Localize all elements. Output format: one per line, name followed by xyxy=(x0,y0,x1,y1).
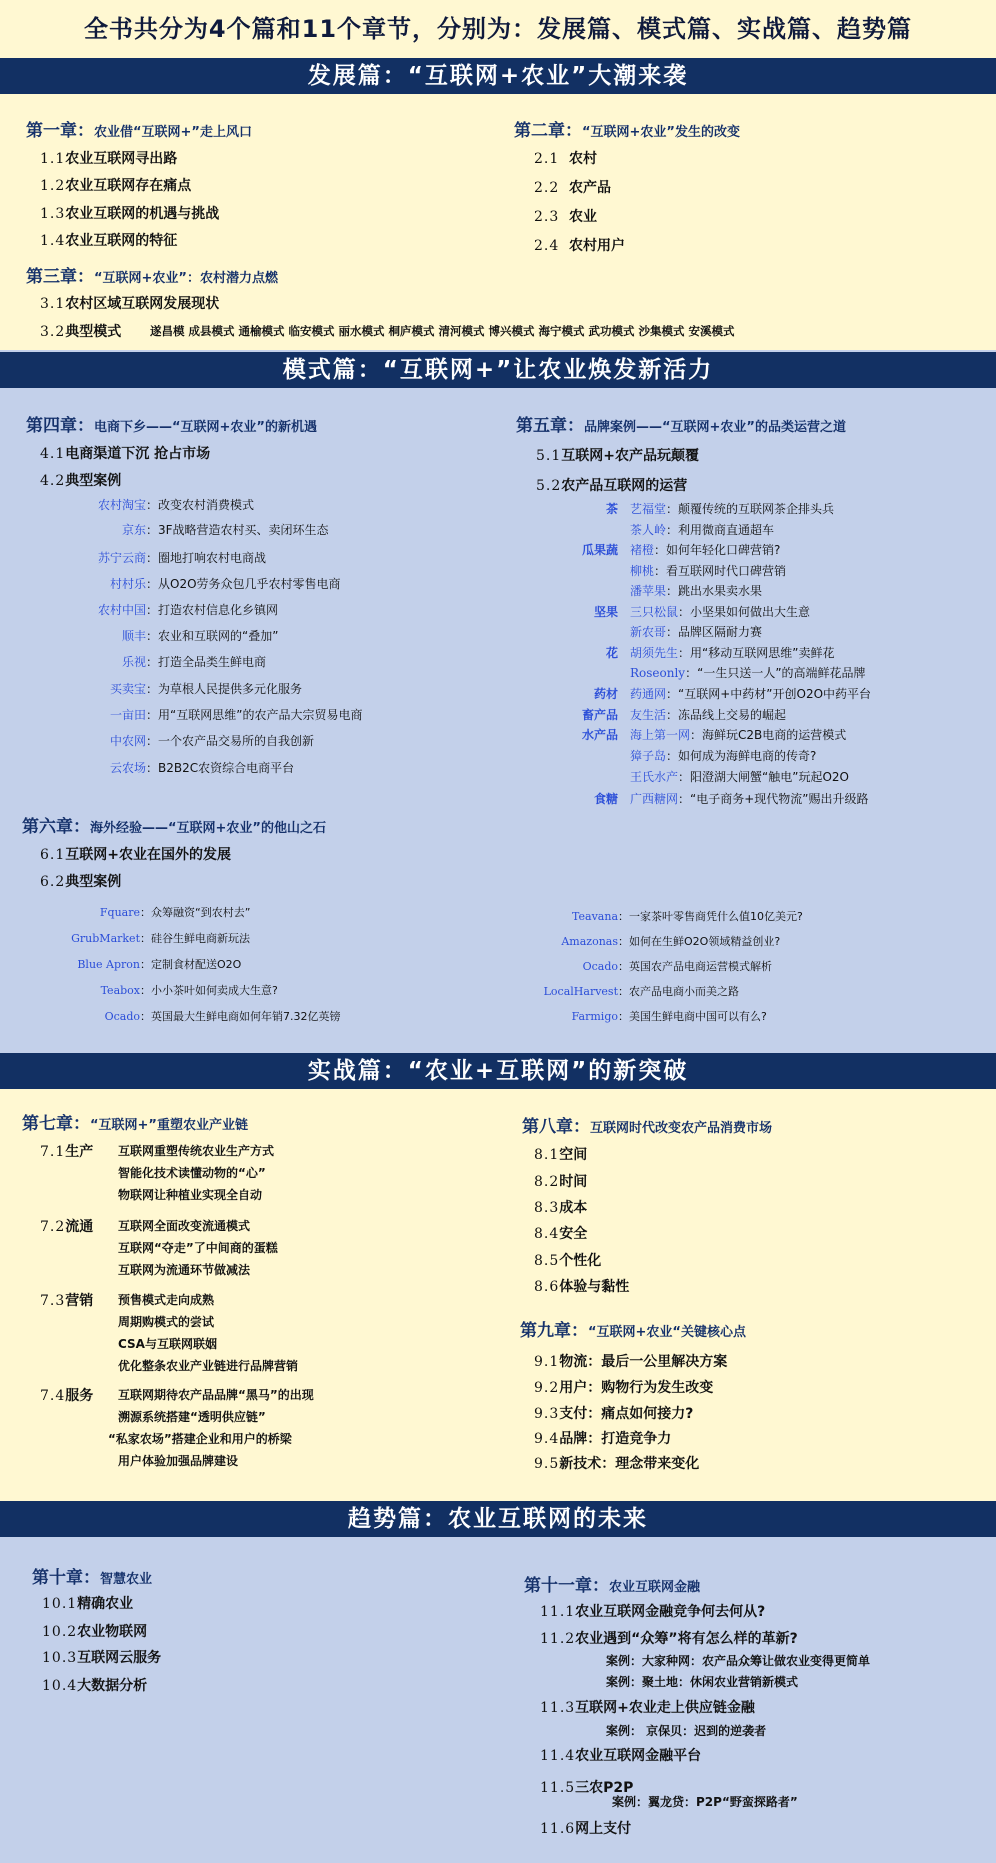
chapter-4-subtitle: 电商下乡——“互联网+农业”的新机遇 xyxy=(94,420,317,435)
chapter-5-title: 第五章： xyxy=(516,416,584,436)
finance-case-text: 案例：聚土地：休闲农业营销新模式 xyxy=(606,1675,799,1689)
chain-line-text: 优化整条农业产业链进行品牌营销 xyxy=(118,1359,299,1373)
chapter-2-title: 第二章： xyxy=(514,121,582,141)
item-text: 支付：痛点如何接力? xyxy=(559,1406,694,1422)
chapter-10-heading xyxy=(32,1563,152,1588)
item-number: 9.2 xyxy=(534,1380,560,1396)
case-desc: 如何年轻化口碑营销? xyxy=(666,543,781,557)
item-text: 农业互联网金融竞争何去何从? xyxy=(575,1604,766,1620)
case-row: 农村淘宝：改变农村消费模式 xyxy=(0,496,254,513)
case-label: Ocado xyxy=(104,1010,140,1023)
overseas-case-right: Teavana：一家茶叶零售商凭什么值10亿美元? xyxy=(0,908,803,924)
finance-case-text: 案例：翼龙贷：P2P“野蛮探路者” xyxy=(612,1795,798,1809)
case-label: 潘苹果 xyxy=(630,584,667,598)
case-label: Roseonly xyxy=(630,666,686,680)
item-text: 品牌：打造竞争力 xyxy=(559,1431,672,1447)
case-row: 云农场：B2B2C农资综合电商平台 xyxy=(0,759,294,776)
item-5-1: 5.1互联网+农产品玩颠覆 xyxy=(536,448,699,464)
stage-name: 服务 xyxy=(65,1388,94,1404)
chapter-2-subtitle: “互联网+农业”发生的改变 xyxy=(582,125,740,140)
category-label: 坚果 xyxy=(593,605,618,619)
chapter-11-heading xyxy=(524,1571,700,1596)
case-label: 乐视 xyxy=(121,655,146,669)
part-mode-bar: 模式篇：“互联网+”让农业焕发新活力 xyxy=(0,352,996,388)
part-practice-bar: 实战篇：“农业+互联网”的新突破 xyxy=(0,1053,996,1089)
item-text: 新技术：理念带来变化 xyxy=(559,1456,700,1472)
finance-case xyxy=(606,1673,798,1690)
item-number: 9.1 xyxy=(534,1354,560,1370)
case-row: 畜产品 友生活：冻品线上交易的崛起 xyxy=(0,706,786,723)
chain-line-text: 互联网为流通环节做减法 xyxy=(118,1263,251,1277)
category-label: 畜产品 xyxy=(581,708,618,722)
category-label: 茶 xyxy=(605,502,618,516)
chapter-6-heading xyxy=(22,812,326,837)
case-desc: 用“互联网思维”的农产品大宗贸易电商 xyxy=(158,708,363,722)
overseas-case-left: Teabox：小小茶叶如何卖成大生意? xyxy=(0,982,278,998)
chapter-1-title: 第一章： xyxy=(26,121,94,141)
item-number: 9.5 xyxy=(534,1456,560,1472)
chain-line-text: 物联网让种植业实现全自动 xyxy=(118,1188,263,1202)
chapter-5-subtitle: 品牌案例——“互联网+农业”的品类运营之道 xyxy=(584,420,846,435)
case-desc: 小坚果如何做出大生意 xyxy=(690,605,811,619)
case-desc: 众筹融资“到农村去” xyxy=(151,906,251,919)
case-label: Teabox xyxy=(100,984,140,997)
chapter-8-heading xyxy=(522,1112,772,1137)
item-text: 时间 xyxy=(559,1174,588,1190)
item-2-2: 2.2 农产品 xyxy=(534,180,612,196)
case-desc: 3F战略营造农村买、卖闭环生态 xyxy=(158,523,329,537)
chain-line xyxy=(108,1430,292,1447)
case-label: 买卖宝 xyxy=(109,682,146,696)
category-label: 花 xyxy=(605,646,618,660)
chapter-6-title: 第六章： xyxy=(22,817,90,837)
case-row: 花 胡须先生：用“移动互联网思维”卖鲜花 xyxy=(0,644,834,661)
case-row: Roseonly：“一生只送一人”的高端鲜花品牌 xyxy=(630,666,866,680)
case-desc: 小小茶叶如何卖成大生意? xyxy=(151,984,278,997)
item-text: 成本 xyxy=(559,1200,588,1216)
chain-line xyxy=(118,1452,238,1469)
case-label: 云农场 xyxy=(109,761,146,775)
case-desc: 改变农村消费模式 xyxy=(158,498,255,512)
case-label: 三只松鼠 xyxy=(630,605,679,619)
case-row: 茶 艺福堂：颠覆传统的互联网茶企排头兵 xyxy=(0,500,834,517)
case-label: Farmigo xyxy=(571,1010,618,1023)
overseas-case-right: Ocado：英国农产品电商运营模式解析 xyxy=(0,958,772,974)
case-desc: 看互联网时代口碑营销 xyxy=(666,564,787,578)
case-desc: 打造全品类生鲜电商 xyxy=(158,655,267,669)
case-row: 柳桃：看互联网时代口碑营销 xyxy=(630,564,787,578)
chain-stage xyxy=(40,1141,93,1161)
case-desc: 圈地打响农村电商战 xyxy=(158,551,267,565)
case-row: 顺丰：农业和互联网的“叠加” xyxy=(0,627,278,644)
smart-agri-item xyxy=(42,1621,147,1641)
chain-line xyxy=(118,1261,250,1278)
category-label: 药材 xyxy=(593,687,618,701)
case-label: LocalHarvest xyxy=(543,985,618,998)
item-text: 三农P2P xyxy=(575,1780,634,1796)
chapter-5-heading xyxy=(516,411,846,436)
item-text: 个性化 xyxy=(559,1253,602,1269)
item-text: 大数据分析 xyxy=(77,1678,148,1694)
overseas-case-left: Fquare：众筹融资“到农村去” xyxy=(0,904,250,920)
case-desc: 农业和互联网的“叠加” xyxy=(158,629,279,643)
case-label: 茶人岭 xyxy=(630,523,667,537)
item-2-3: 2.3 农业 xyxy=(534,209,598,225)
finance-item xyxy=(540,1601,765,1621)
typical-modes-list: 遂昌模 成县模式 通榆模式 临安模式 丽水模式 桐庐模式 清河模式 博兴模式 海宁模式 武功模式 沙集模式 安溪模式 xyxy=(150,324,735,338)
case-row: 茶人岭：利用微商直通超车 xyxy=(630,523,775,537)
case-desc: “一生只送一人”的高端鲜花品牌 xyxy=(697,666,866,680)
finance-case-text: 案例： 京保贝：迟到的逆袭者 xyxy=(606,1724,767,1738)
item-text: 安全 xyxy=(559,1226,588,1242)
case-desc: 颠覆传统的互联网茶企排头兵 xyxy=(678,502,835,516)
chapter-6-subtitle: 海外经验——“互联网+农业”的他山之石 xyxy=(90,821,326,836)
stage-number: 7.4 xyxy=(40,1388,66,1404)
case-row: 农村中国：打造农村信息化乡镇网 xyxy=(0,601,278,618)
item-text: 互联网云服务 xyxy=(77,1650,162,1666)
chain-line-text: 智能化技术读懂动物的“心” xyxy=(118,1166,266,1180)
chain-line-text: CSA与互联网联姻 xyxy=(118,1337,217,1351)
chapter-9-subtitle: “互联网+农业“关键核心点 xyxy=(588,1325,746,1340)
stage-number: 7.2 xyxy=(40,1219,66,1235)
item-1-3: 1.3农业互联网的机遇与挑战 xyxy=(40,206,220,222)
chapter-1-subtitle: 农业借“互联网+”走上风口 xyxy=(94,125,252,140)
item-2-1: 2.1 农村 xyxy=(534,151,598,167)
case-desc: 定制食材配送O2O xyxy=(151,958,242,971)
item-number: 8.5 xyxy=(534,1253,560,1269)
finance-item xyxy=(540,1818,631,1838)
finance-case xyxy=(606,1722,766,1739)
case-desc: 硅谷生鲜电商新玩法 xyxy=(151,932,250,945)
item-4-2: 4.2典型案例 xyxy=(40,473,122,489)
item-text: 农业物联网 xyxy=(77,1624,148,1640)
chain-line xyxy=(118,1357,298,1374)
case-desc: 美国生鲜电商中国可以有么? xyxy=(629,1010,767,1023)
finance-item xyxy=(540,1697,755,1717)
case-row: 中农网：一个农产品交易所的自我创新 xyxy=(0,732,314,749)
item-number: 10.2 xyxy=(42,1624,78,1640)
case-desc: 农产品电商小而美之路 xyxy=(629,985,739,998)
overseas-case-right: Farmigo：美国生鲜电商中国可以有么? xyxy=(0,1008,767,1024)
chapter-3-subtitle: “互联网+农业”：农村潜力点燃 xyxy=(94,271,278,286)
chain-line xyxy=(118,1291,214,1308)
case-row: 买卖宝：为草根人民提供多元化服务 xyxy=(0,680,302,697)
item-number: 9.3 xyxy=(534,1406,560,1422)
item-4-1: 4.1电商渠道下沉 抢占市场 xyxy=(40,446,211,462)
case-desc: 海鲜玩C2B电商的运营模式 xyxy=(702,728,847,742)
chapter-1-heading xyxy=(26,116,252,141)
chain-line xyxy=(118,1217,250,1234)
chain-line-text: 周期购模式的尝试 xyxy=(118,1315,215,1329)
market-item xyxy=(534,1276,629,1296)
case-label: 苏宁云商 xyxy=(97,551,146,565)
chain-line-text: 互联网重塑传统农业生产方式 xyxy=(118,1144,275,1158)
case-desc: 为草根人民提供多元化服务 xyxy=(158,682,303,696)
case-desc: 如何在生鲜O2O领域精益创业? xyxy=(629,935,781,948)
case-row: 坚果 三只松鼠：小坚果如何做出大生意 xyxy=(0,603,810,620)
item-6-2: 6.2典型案例 xyxy=(40,874,122,890)
keypoint-item xyxy=(534,1453,699,1473)
finance-case-text: 案例：大家种网：农产品众筹让做农业变得更简单 xyxy=(606,1654,871,1668)
chain-line xyxy=(118,1408,266,1425)
chapter-10-title: 第十章： xyxy=(32,1568,100,1588)
item-number: 8.1 xyxy=(534,1147,560,1163)
smart-agri-item xyxy=(42,1593,133,1613)
chain-line xyxy=(118,1313,214,1330)
chain-line-text: “私家农场”搭建企业和用户的桥梁 xyxy=(108,1432,292,1446)
keypoint-item xyxy=(534,1351,727,1371)
chapter-9-heading xyxy=(520,1316,746,1341)
stage-name: 流通 xyxy=(65,1219,94,1235)
case-desc: B2B2C农资综合电商平台 xyxy=(158,761,295,775)
case-row: 瓜果蔬 褚橙：如何年轻化口碑营销? xyxy=(0,541,780,558)
item-1-4: 1.4农业互联网的特征 xyxy=(40,233,178,249)
case-row: 药材 药通网：“互联网+中药材”开创O2O中药平台 xyxy=(0,685,871,702)
case-desc: 利用微商直通超车 xyxy=(678,523,775,537)
item-text: 农业互联网金融平台 xyxy=(575,1748,702,1764)
case-label: 中农网 xyxy=(109,734,146,748)
market-item xyxy=(534,1144,587,1164)
market-item xyxy=(534,1197,587,1217)
case-label: 药通网 xyxy=(630,687,667,701)
item-number: 11.3 xyxy=(540,1700,576,1716)
chapter-7-heading xyxy=(22,1109,248,1134)
chapter-4-heading xyxy=(26,411,317,436)
item-3-1: 3.1农村区域互联网发展现状 xyxy=(40,296,220,312)
case-label: 艺福堂 xyxy=(630,502,667,516)
smart-agri-item xyxy=(42,1647,161,1667)
stage-number: 7.1 xyxy=(40,1144,66,1160)
overseas-case-left: Ocado：英国最大生鲜电商如何年销7.32亿英镑 xyxy=(0,1008,341,1024)
item-3-2: 3.2典型模式 xyxy=(40,324,122,340)
overseas-case-left: Blue Apron：定制食材配送O2O xyxy=(0,956,241,972)
chain-line-text: 用户体验加强品牌建设 xyxy=(118,1454,239,1468)
item-number: 8.3 xyxy=(534,1200,560,1216)
item-number: 11.6 xyxy=(540,1821,576,1837)
chapter-3-heading xyxy=(26,262,278,287)
case-label: 新农哥 xyxy=(630,625,667,639)
item-text: 农业遇到“众筹”将有怎么样的革新? xyxy=(575,1631,798,1647)
chain-line-text: 互联网期待农产品品牌“黑马”的出现 xyxy=(118,1388,314,1402)
case-row: 一亩田：用“互联网思维”的农产品大宗贸易电商 xyxy=(0,706,362,723)
overseas-case-right: Amazonas：如何在生鲜O2O领域精益创业? xyxy=(0,933,780,949)
chapter-8-subtitle: 互联网时代改变农产品消费市场 xyxy=(590,1121,773,1136)
item-number: 9.4 xyxy=(534,1431,560,1447)
item-number: 11.5 xyxy=(540,1780,576,1796)
case-label: 柳桃 xyxy=(630,564,655,578)
chain-line-text: 互联网全面改变流通模式 xyxy=(118,1219,251,1233)
case-desc: 英国农产品电商运营模式解析 xyxy=(629,960,772,973)
overseas-case-left: GrubMarket：硅谷生鲜电商新玩法 xyxy=(0,930,250,946)
market-item xyxy=(534,1250,601,1270)
case-row: 乐视：打造全品类生鲜电商 xyxy=(0,653,266,670)
blue-band-2 xyxy=(0,1501,996,1863)
chain-line-text: 预售模式走向成熟 xyxy=(118,1293,215,1307)
item-number: 8.6 xyxy=(534,1279,560,1295)
case-row: 獐子岛：如何成为海鲜电商的传奇? xyxy=(630,749,817,763)
case-desc: 冻品线上交易的崛起 xyxy=(678,708,787,722)
case-label: GrubMarket xyxy=(71,932,140,945)
case-desc: 如何成为海鲜电商的传奇? xyxy=(678,749,817,763)
case-label: 农村淘宝 xyxy=(97,498,146,512)
category-label: 食糖 xyxy=(593,792,618,806)
chain-line xyxy=(118,1142,274,1159)
page-header: 全书共分为4个篇和11个章节，分别为：发展篇、模式篇、实战篇、趋势篇 xyxy=(83,15,913,43)
case-label: 褚橙 xyxy=(630,543,655,557)
case-row: 新农哥：品牌区隔耐力赛 xyxy=(630,625,763,639)
chain-line xyxy=(118,1186,262,1203)
item-text: 网上支付 xyxy=(575,1821,632,1837)
case-row: 京东：3F战略营造农村买、卖闭环生态 xyxy=(0,521,329,538)
item-number: 11.1 xyxy=(540,1604,576,1620)
chain-line-text: 溯源系统搭建“透明供应链” xyxy=(118,1410,266,1424)
item-text: 空间 xyxy=(559,1147,588,1163)
case-label: 一亩田 xyxy=(109,708,146,722)
case-row: 苏宁云商：圈地打响农村电商战 xyxy=(0,549,266,566)
smart-agri-item xyxy=(42,1675,147,1695)
case-label: 京东 xyxy=(121,523,146,537)
chain-line xyxy=(118,1386,314,1403)
chain-stage xyxy=(40,1216,93,1236)
case-desc: 阳澄湖大闸蟹“触电”玩起O2O xyxy=(690,770,849,784)
case-desc: 从O2O劳务众包几乎农村零售电商 xyxy=(158,577,341,591)
overseas-case-right: LocalHarvest：农产品电商小而美之路 xyxy=(0,983,739,999)
case-row: 食糖 广西糖网：“电子商务+现代物流”赐出升级路 xyxy=(0,790,869,807)
case-label: 友生活 xyxy=(630,708,667,722)
market-item xyxy=(534,1223,587,1243)
stage-name: 营销 xyxy=(65,1293,94,1309)
category-label: 瓜果蔬 xyxy=(581,543,618,557)
case-label: 獐子岛 xyxy=(630,749,667,763)
keypoint-item xyxy=(534,1403,693,1423)
chapter-8-title: 第八章： xyxy=(522,1117,590,1137)
item-text: 用户：购物行为发生改变 xyxy=(559,1380,714,1396)
case-label: 王氏水产 xyxy=(630,770,679,784)
item-number: 8.2 xyxy=(534,1174,560,1190)
case-label: 海上第一网 xyxy=(630,728,691,742)
item-number: 8.4 xyxy=(534,1226,560,1242)
chain-stage xyxy=(40,1385,93,1405)
item-number: 10.4 xyxy=(42,1678,78,1694)
finance-item xyxy=(540,1628,798,1648)
case-label: Blue Apron xyxy=(77,958,140,971)
case-desc: 用“移动互联网思维”卖鲜花 xyxy=(690,646,835,660)
chapter-3-title: 第三章： xyxy=(26,267,94,287)
case-desc: 英国最大生鲜电商如何年销7.32亿英镑 xyxy=(151,1010,341,1023)
case-label: Fquare xyxy=(99,906,140,919)
case-desc: “电子商务+现代物流”赐出升级路 xyxy=(690,792,869,806)
item-number: 11.2 xyxy=(540,1631,576,1647)
chain-line xyxy=(118,1335,217,1352)
chain-line xyxy=(118,1164,266,1181)
case-desc: 打造农村信息化乡镇网 xyxy=(158,603,279,617)
chapter-10-subtitle: 智慧农业 xyxy=(100,1572,153,1587)
item-text: 精确农业 xyxy=(77,1596,134,1612)
item-number: 10.3 xyxy=(42,1650,78,1666)
item-2-4: 2.4 农村用户 xyxy=(534,238,626,254)
case-label: 农村中国 xyxy=(97,603,146,617)
case-label: 广西糖网 xyxy=(630,792,679,806)
item-number: 10.1 xyxy=(42,1596,78,1612)
item-1-2: 1.2农业互联网存在痛点 xyxy=(40,178,192,194)
chapter-2-heading xyxy=(514,116,740,141)
item-6-1: 6.1互联网+农业在国外的发展 xyxy=(40,847,231,863)
chain-line xyxy=(118,1239,278,1256)
finance-case xyxy=(606,1652,870,1669)
chapter-9-title: 第九章： xyxy=(520,1321,588,1341)
market-item xyxy=(534,1171,587,1191)
keypoint-item xyxy=(534,1377,713,1397)
case-label: Ocado xyxy=(582,960,618,973)
case-row: 王氏水产：阳澄湖大闸蟹“触电”玩起O2O xyxy=(630,770,849,784)
chain-stage xyxy=(40,1290,93,1310)
case-row: 水产品 海上第一网：海鲜玩C2B电商的运营模式 xyxy=(0,726,846,743)
case-label: Amazonas xyxy=(561,935,618,948)
chapter-7-title: 第七章： xyxy=(22,1114,90,1134)
case-desc: 跳出水果卖水果 xyxy=(678,584,763,598)
keypoint-item xyxy=(534,1428,671,1448)
finance-case xyxy=(612,1793,798,1810)
finance-item xyxy=(540,1745,701,1765)
chapter-7-subtitle: “互联网+”重塑农业产业链 xyxy=(90,1118,248,1133)
case-row: 村村乐：从O2O劳务众包几乎农村零售电商 xyxy=(0,575,341,592)
stage-name: 生产 xyxy=(65,1144,94,1160)
part-development-bar: 发展篇：“互联网+农业”大潮来袭 xyxy=(0,58,996,94)
item-1-1: 1.1农业互联网寻出路 xyxy=(40,151,178,167)
case-row: 潘苹果：跳出水果卖水果 xyxy=(630,584,763,598)
part-trend-bar: 趋势篇：农业互联网的未来 xyxy=(0,1501,996,1537)
item-text: 物流：最后一公里解决方案 xyxy=(559,1354,728,1370)
chapter-4-title: 第四章： xyxy=(26,416,94,436)
case-label: Teavana xyxy=(572,910,618,923)
item-number: 11.4 xyxy=(540,1748,576,1764)
case-label: 胡须先生 xyxy=(630,646,679,660)
stage-number: 7.3 xyxy=(40,1293,66,1309)
chapter-11-subtitle: 农业互联网金融 xyxy=(609,1580,701,1595)
case-label: 顺丰 xyxy=(121,629,146,643)
case-desc: 一个农产品交易所的自我创新 xyxy=(158,734,315,748)
chapter-11-title: 第十一章： xyxy=(524,1576,609,1596)
item-5-2: 5.2农产品互联网的运营 xyxy=(536,478,688,494)
chain-line-text: 互联网“夺走”了中间商的蛋糕 xyxy=(118,1241,278,1255)
case-desc: “互联网+中药材”开创O2O中药平台 xyxy=(678,687,872,701)
case-label: 村村乐 xyxy=(109,577,146,591)
item-text: 互联网+农业走上供应链金融 xyxy=(575,1700,755,1716)
item-text: 体验与黏性 xyxy=(559,1279,630,1295)
case-desc: 品牌区隔耐力赛 xyxy=(678,625,763,639)
category-label: 水产品 xyxy=(581,728,618,742)
case-desc: 一家茶叶零售商凭什么值10亿美元? xyxy=(629,910,803,923)
